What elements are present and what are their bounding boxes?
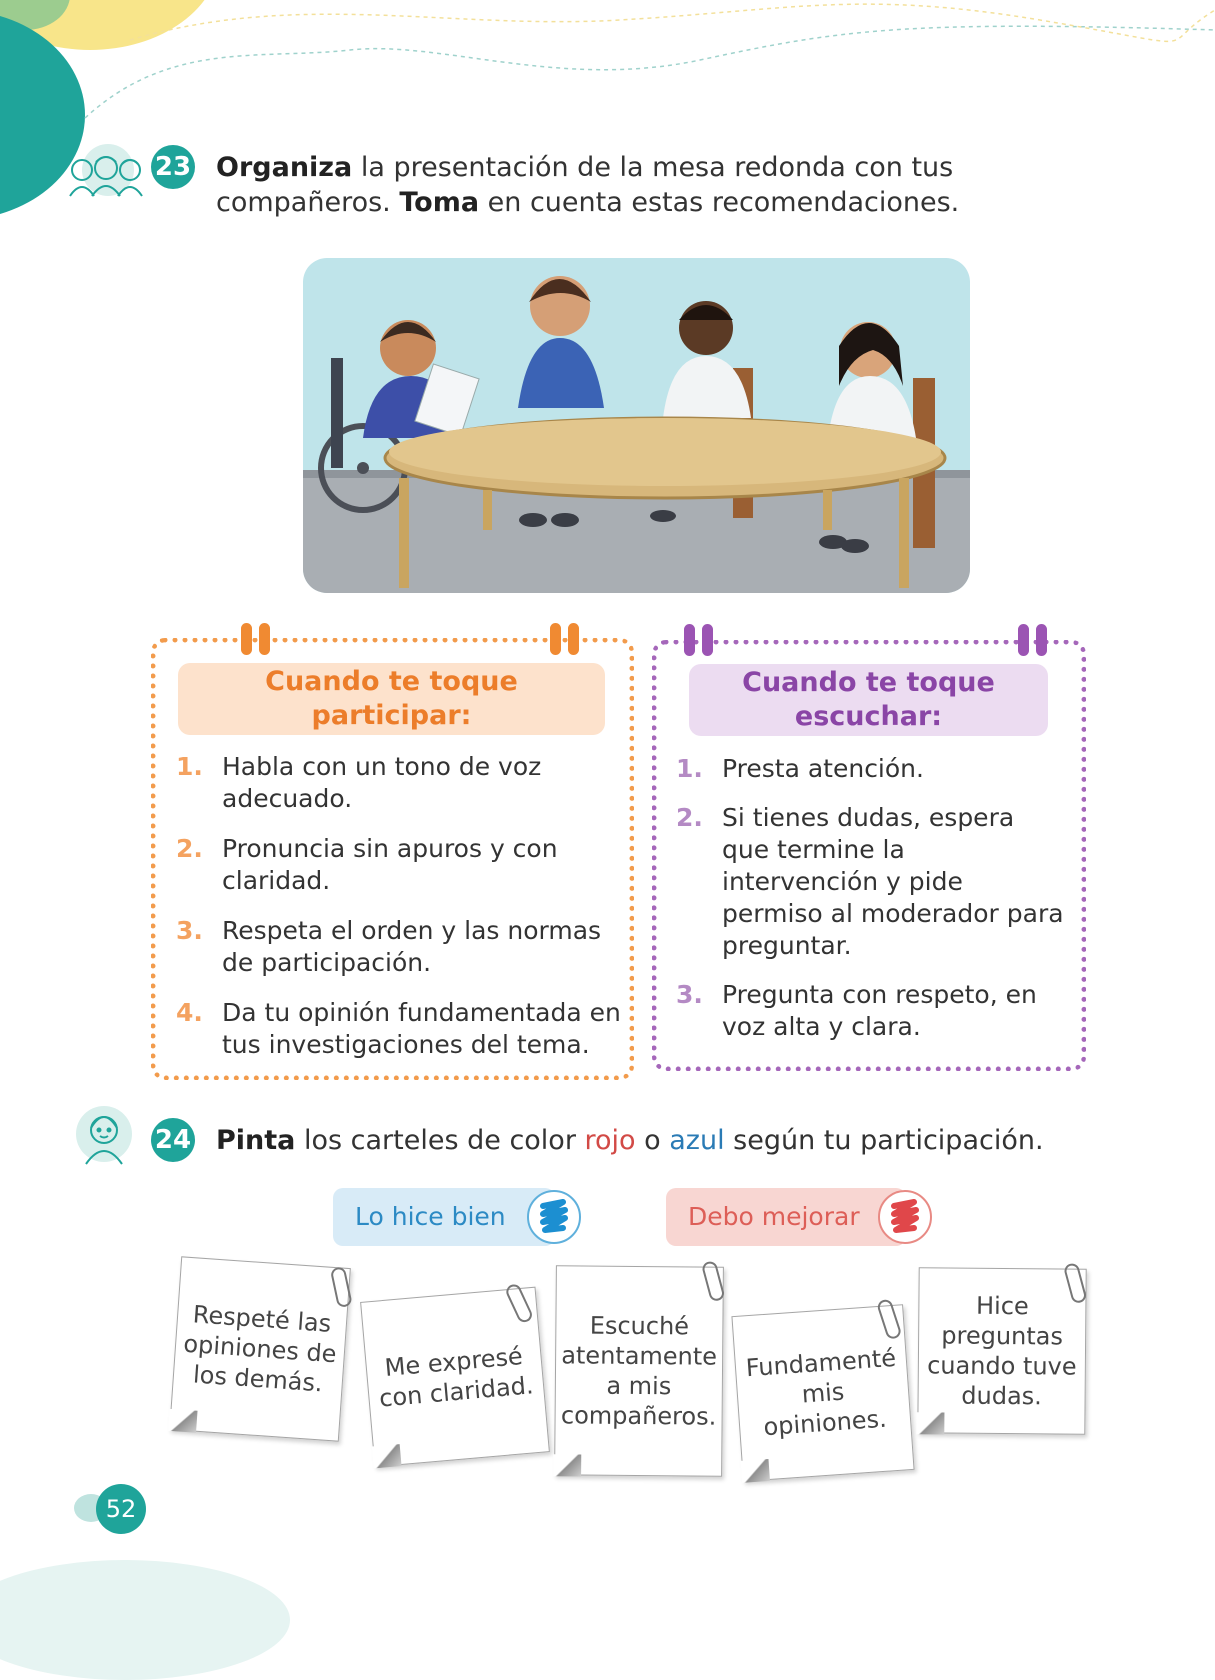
list-item: 2. Pronuncia sin apuros y con claridad.	[176, 834, 558, 895]
paper-clip-icon	[700, 1260, 728, 1304]
list-item: 2. Si tienes dudas, espera que termine la intervención y pide permiso al moderador para preguntar.	[676, 803, 1064, 960]
round-table-illustration	[303, 258, 970, 593]
binder-ring	[241, 623, 252, 655]
participate-list	[176, 751, 626, 1061]
page-number: 52	[96, 1484, 146, 1534]
participate-card-title: Cuando te toque participar:	[178, 663, 605, 735]
binder-ring	[702, 624, 713, 656]
activity-number-badge: 23	[151, 145, 195, 189]
paper-clip-icon	[876, 1298, 904, 1342]
binder-ring	[550, 623, 561, 655]
list-item: 1. Habla con un tono de voz adecuado.	[176, 752, 542, 813]
binder-ring	[1018, 624, 1029, 656]
list-item: 4. Da tu opinión fundamentada en tus investigaciones del tema.	[176, 998, 621, 1059]
legend-did-well: Lo hice bien	[333, 1188, 555, 1246]
binder-ring	[1036, 624, 1047, 656]
paper-clip-icon	[506, 1282, 534, 1326]
activity-number-badge: 24	[151, 1118, 195, 1162]
paper-clip-icon	[1062, 1262, 1090, 1306]
self-assessment-note[interactable]: Fundamenté mis opiniones.	[731, 1304, 914, 1482]
self-assessment-note[interactable]: Hice preguntas cuando tuve dudas.	[917, 1267, 1086, 1434]
activity-24-instruction: Pinta los carteles de color rojo o azul según tu participación.	[216, 1125, 1044, 1156]
list-item: 3. Respeta el orden y las normas de participación.	[176, 916, 602, 977]
self-assessment-note[interactable]: Respeté las opiniones de los demás.	[169, 1256, 351, 1441]
self-assessment-note[interactable]: Escuché atentamente a mis compañeros.	[554, 1265, 724, 1476]
list-item: 3. Pregunta con respeto, en voz alta y clara.	[676, 980, 1037, 1041]
paper-clip-icon	[330, 1266, 354, 1310]
binder-ring	[568, 623, 579, 655]
student-girl-icon	[74, 1104, 134, 1168]
legend-must-improve: Debo mejorar	[666, 1188, 906, 1246]
blue-crayon-icon	[527, 1190, 581, 1244]
listen-list	[676, 753, 1066, 1043]
list-item: 1. Presta atención.	[676, 754, 924, 783]
binder-ring	[259, 623, 270, 655]
decorative-bottom-blob	[0, 1560, 290, 1680]
group-of-students-icon	[66, 140, 140, 204]
listen-card-title: Cuando te toque escuchar:	[689, 664, 1048, 736]
self-assessment-note[interactable]: Me expresé con claridad.	[360, 1287, 550, 1468]
activity-23-instruction: Organiza la presentación de la mesa redonda con tus compañeros. Toma en cuenta estas recomendaciones.	[216, 152, 960, 218]
red-crayon-icon	[878, 1190, 932, 1244]
binder-ring	[684, 624, 695, 656]
